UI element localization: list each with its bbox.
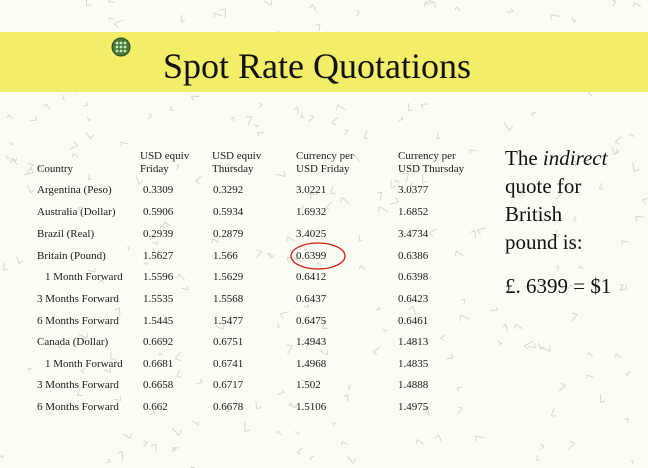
column-header-country: Country xyxy=(37,163,74,175)
row-label: 6 Months Forward xyxy=(37,315,119,327)
table-cell: 0.6741 xyxy=(213,358,244,370)
table-cell: 0.6437 xyxy=(296,293,327,305)
row-label: 3 Months Forward xyxy=(37,293,119,305)
column-header-currency-per-usd-friday: Currency per USD Friday xyxy=(296,150,354,175)
table-cell: 3.4025 xyxy=(296,228,327,240)
row-label: 1 Month Forward xyxy=(45,358,123,370)
table-cell: 1.5629 xyxy=(213,271,244,283)
row-label: Britain (Pound) xyxy=(37,250,106,262)
table-cell: 0.6386 xyxy=(398,250,429,262)
table-cell: 1.4888 xyxy=(398,379,429,391)
table-cell-highlighted: 0.6399 xyxy=(296,250,327,262)
table-cell: 1.6932 xyxy=(296,206,327,218)
note-line-1: The xyxy=(505,146,538,170)
row-label: Argentina (Peso) xyxy=(37,184,112,196)
row-label: Brazil (Real) xyxy=(37,228,95,240)
table-cell: 0.6751 xyxy=(213,336,244,348)
row-label: 3 Months Forward xyxy=(37,379,119,391)
table-cell: 0.6692 xyxy=(143,336,174,348)
table-cell: 1.5445 xyxy=(143,315,174,327)
column-header-usd-equiv-friday: USD equiv Friday xyxy=(140,150,190,175)
indirect-quote-answer: £. 6399 = $1 xyxy=(505,274,612,298)
column-header-currency-per-usd-thursday: Currency per USD Thursday xyxy=(398,150,465,175)
table-cell: 1.4835 xyxy=(398,358,429,370)
column-header-usd-equiv-thursday: USD equiv Thursday xyxy=(212,150,262,175)
table-cell: 0.6412 xyxy=(296,271,327,283)
row-label: Canada (Dollar) xyxy=(37,336,109,348)
table-cell: 0.3309 xyxy=(143,184,174,196)
table-cell: 1.6852 xyxy=(398,206,429,218)
table-cell: 0.6717 xyxy=(213,379,244,391)
table-cell: 0.6678 xyxy=(213,401,244,413)
table-cell: 0.3292 xyxy=(213,184,244,196)
table-cell: 0.6681 xyxy=(143,358,174,370)
note-line-2: quote for xyxy=(505,174,582,198)
row-label: 1 Month Forward xyxy=(45,271,123,283)
table-cell: 1.566 xyxy=(213,250,238,262)
table-cell: 0.5906 xyxy=(143,206,174,218)
row-label: 6 Months Forward xyxy=(37,401,119,413)
table-cell: 0.6475 xyxy=(296,315,327,327)
indirect-quote-note xyxy=(505,144,645,256)
note-emphasis: indirect xyxy=(542,146,608,170)
table-cell: 1.5627 xyxy=(143,250,174,262)
note-line-4: pound is: xyxy=(505,230,583,254)
highlight-circle xyxy=(288,240,348,272)
table-cell: 3.0377 xyxy=(398,184,429,196)
table-cell: 1.5568 xyxy=(213,293,244,305)
table-cell: 0.662 xyxy=(143,401,168,413)
table-cell: 1.5477 xyxy=(213,315,244,327)
table-cell: 1.4813 xyxy=(398,336,429,348)
table-cell: 1.5535 xyxy=(143,293,174,305)
table-cell: 1.5106 xyxy=(296,401,327,413)
table-cell: 3.4734 xyxy=(398,228,429,240)
table-cell: 3.0221 xyxy=(296,184,327,196)
table-cell: 0.6658 xyxy=(143,379,174,391)
table-cell: 0.6423 xyxy=(398,293,429,305)
table-cell: 1.502 xyxy=(296,379,321,391)
table-cell: 0.2939 xyxy=(143,228,174,240)
table-cell: 0.5934 xyxy=(213,206,244,218)
slide-title: Spot Rate Quotations xyxy=(163,46,471,86)
table-cell: 1.4968 xyxy=(296,358,327,370)
table-cell: 0.6461 xyxy=(398,315,429,327)
row-label: Australia (Dollar) xyxy=(37,206,116,218)
table-cell: 1.5596 xyxy=(143,271,174,283)
table-cell: 0.2879 xyxy=(213,228,244,240)
table-cell: 1.4975 xyxy=(398,401,429,413)
table-cell: 1.4943 xyxy=(296,336,327,348)
note-line-3: British xyxy=(505,202,563,226)
table-cell: 0.6398 xyxy=(398,271,429,283)
